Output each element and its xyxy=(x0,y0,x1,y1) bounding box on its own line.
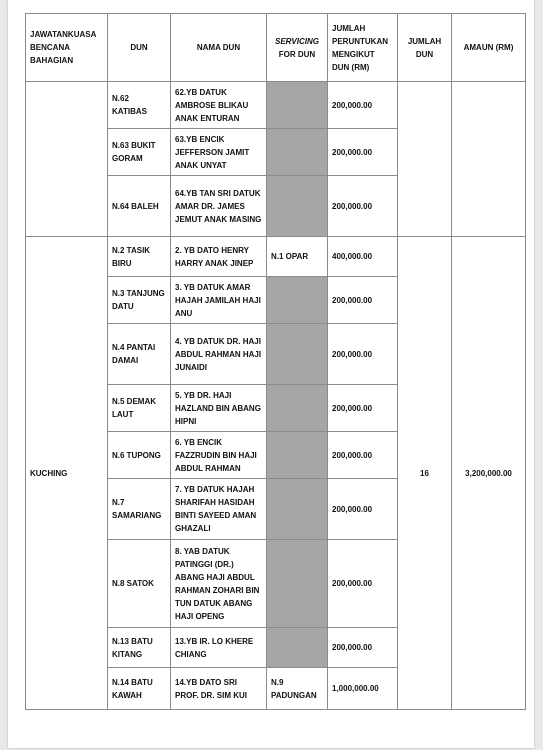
amount-cell: 200,000.00 xyxy=(328,628,398,668)
committee-cell-empty xyxy=(26,82,108,237)
dun-cell: N.2 TASIK BIRU xyxy=(108,237,171,277)
servicing-cell: N.9 PADUNGAN xyxy=(267,668,328,710)
dun-cell: N.5 DEMAK LAUT xyxy=(108,385,171,432)
nama-dun-cell: 8. YAB DATUK PATINGGI (DR.) ABANG HAJI ABDUL RAHMAN ZOHARI BIN TUN DATUK ABANG HAJI OPENG xyxy=(171,540,267,628)
header-nama-dun: NAMA DUN xyxy=(171,14,267,82)
dun-cell: N.64 BALEH xyxy=(108,176,171,237)
amount-cell: 200,000.00 xyxy=(328,540,398,628)
header-dun: DUN xyxy=(108,14,171,82)
nama-dun-cell: 5. YB DR. HAJI HAZLAND BIN ABANG HIPNI xyxy=(171,385,267,432)
header-servicing-rest: FOR DUN xyxy=(278,49,316,59)
header-servicing-italic: SERVICING xyxy=(274,36,319,46)
dun-cell: N.4 PANTAI DAMAI xyxy=(108,324,171,385)
amount-cell: 200,000.00 xyxy=(328,432,398,479)
nama-dun-cell: 63.YB ENCIK JEFFERSON JAMIT ANAK UNYAT xyxy=(171,129,267,176)
document-page xyxy=(8,0,534,748)
amount-cell: 200,000.00 xyxy=(328,479,398,540)
amount-cell: 400,000.00 xyxy=(328,237,398,277)
header-servicing xyxy=(267,14,328,82)
nama-dun-cell: 62.YB DATUK AMBROSE BLIKAU ANAK ENTURAN xyxy=(171,82,267,129)
allocation-table xyxy=(25,13,526,710)
amount-cell: 200,000.00 xyxy=(328,277,398,324)
dun-cell: N.63 BUKIT GORAM xyxy=(108,129,171,176)
amount-cell: 200,000.00 xyxy=(328,324,398,385)
nama-dun-cell: 2. YB DATO HENRY HARRY ANAK JINEP xyxy=(171,237,267,277)
header-amaun: AMAUN (RM) xyxy=(452,14,526,82)
servicing-cell-shaded xyxy=(267,385,328,432)
nama-dun-cell: 7. YB DATUK HAJAH SHARIFAH HASIDAH BINTI SAYEED AMAN GHAZALI xyxy=(171,479,267,540)
jumlah-dun-cell: 16 xyxy=(398,237,452,710)
table-row xyxy=(26,237,526,277)
header-jumlah-peruntukan: JUMLAH PERUNTUKAN MENGIKUT DUN (RM) xyxy=(328,14,398,82)
nama-dun-cell: 64.YB TAN SRI DATUK AMAR DR. JAMES JEMUT ANAK MASING xyxy=(171,176,267,237)
dun-cell: N.7 SAMARIANG xyxy=(108,479,171,540)
table-row xyxy=(26,82,526,129)
servicing-cell: N.1 OPAR xyxy=(267,237,328,277)
servicing-cell-shaded xyxy=(267,82,328,129)
servicing-cell-shaded xyxy=(267,628,328,668)
header-jumlah-dun: JUMLAH DUN xyxy=(398,14,452,82)
amount-cell: 200,000.00 xyxy=(328,176,398,237)
dun-cell: N.6 TUPONG xyxy=(108,432,171,479)
dun-cell: N.13 BATU KITANG xyxy=(108,628,171,668)
servicing-cell-shaded xyxy=(267,277,328,324)
nama-dun-cell: 3. YB DATUK AMAR HAJAH JAMILAH HAJI ANU xyxy=(171,277,267,324)
amaun-cell: 3,200,000.00 xyxy=(452,237,526,710)
dun-cell: N.14 BATU KAWAH xyxy=(108,668,171,710)
dun-cell: N.62 KATIBAS xyxy=(108,82,171,129)
servicing-cell-shaded xyxy=(267,432,328,479)
servicing-cell-shaded xyxy=(267,129,328,176)
nama-dun-cell: 4. YB DATUK DR. HAJI ABDUL RAHMAN HAJI JUNAIDI xyxy=(171,324,267,385)
servicing-cell-shaded xyxy=(267,479,328,540)
servicing-cell-shaded xyxy=(267,324,328,385)
committee-cell-kuching: KUCHING xyxy=(26,237,108,710)
amount-cell: 200,000.00 xyxy=(328,82,398,129)
amaun-cell-empty xyxy=(452,82,526,237)
nama-dun-cell: 14.YB DATO SRI PROF. DR. SIM KUI xyxy=(171,668,267,710)
servicing-cell-shaded xyxy=(267,540,328,628)
amount-cell: 200,000.00 xyxy=(328,129,398,176)
nama-dun-cell: 13.YB IR. LO KHERE CHIANG xyxy=(171,628,267,668)
amount-cell: 1,000,000.00 xyxy=(328,668,398,710)
jumlah-dun-cell-empty xyxy=(398,82,452,237)
header-row xyxy=(26,14,526,82)
nama-dun-cell: 6. YB ENCIK FAZZRUDIN BIN HAJI ABDUL RAHMAN xyxy=(171,432,267,479)
amount-cell: 200,000.00 xyxy=(328,385,398,432)
dun-cell: N.3 TANJUNG DATU xyxy=(108,277,171,324)
servicing-cell-shaded xyxy=(267,176,328,237)
dun-cell: N.8 SATOK xyxy=(108,540,171,628)
header-committee: JAWATANKUASA BENCANA BAHAGIAN xyxy=(26,14,108,82)
